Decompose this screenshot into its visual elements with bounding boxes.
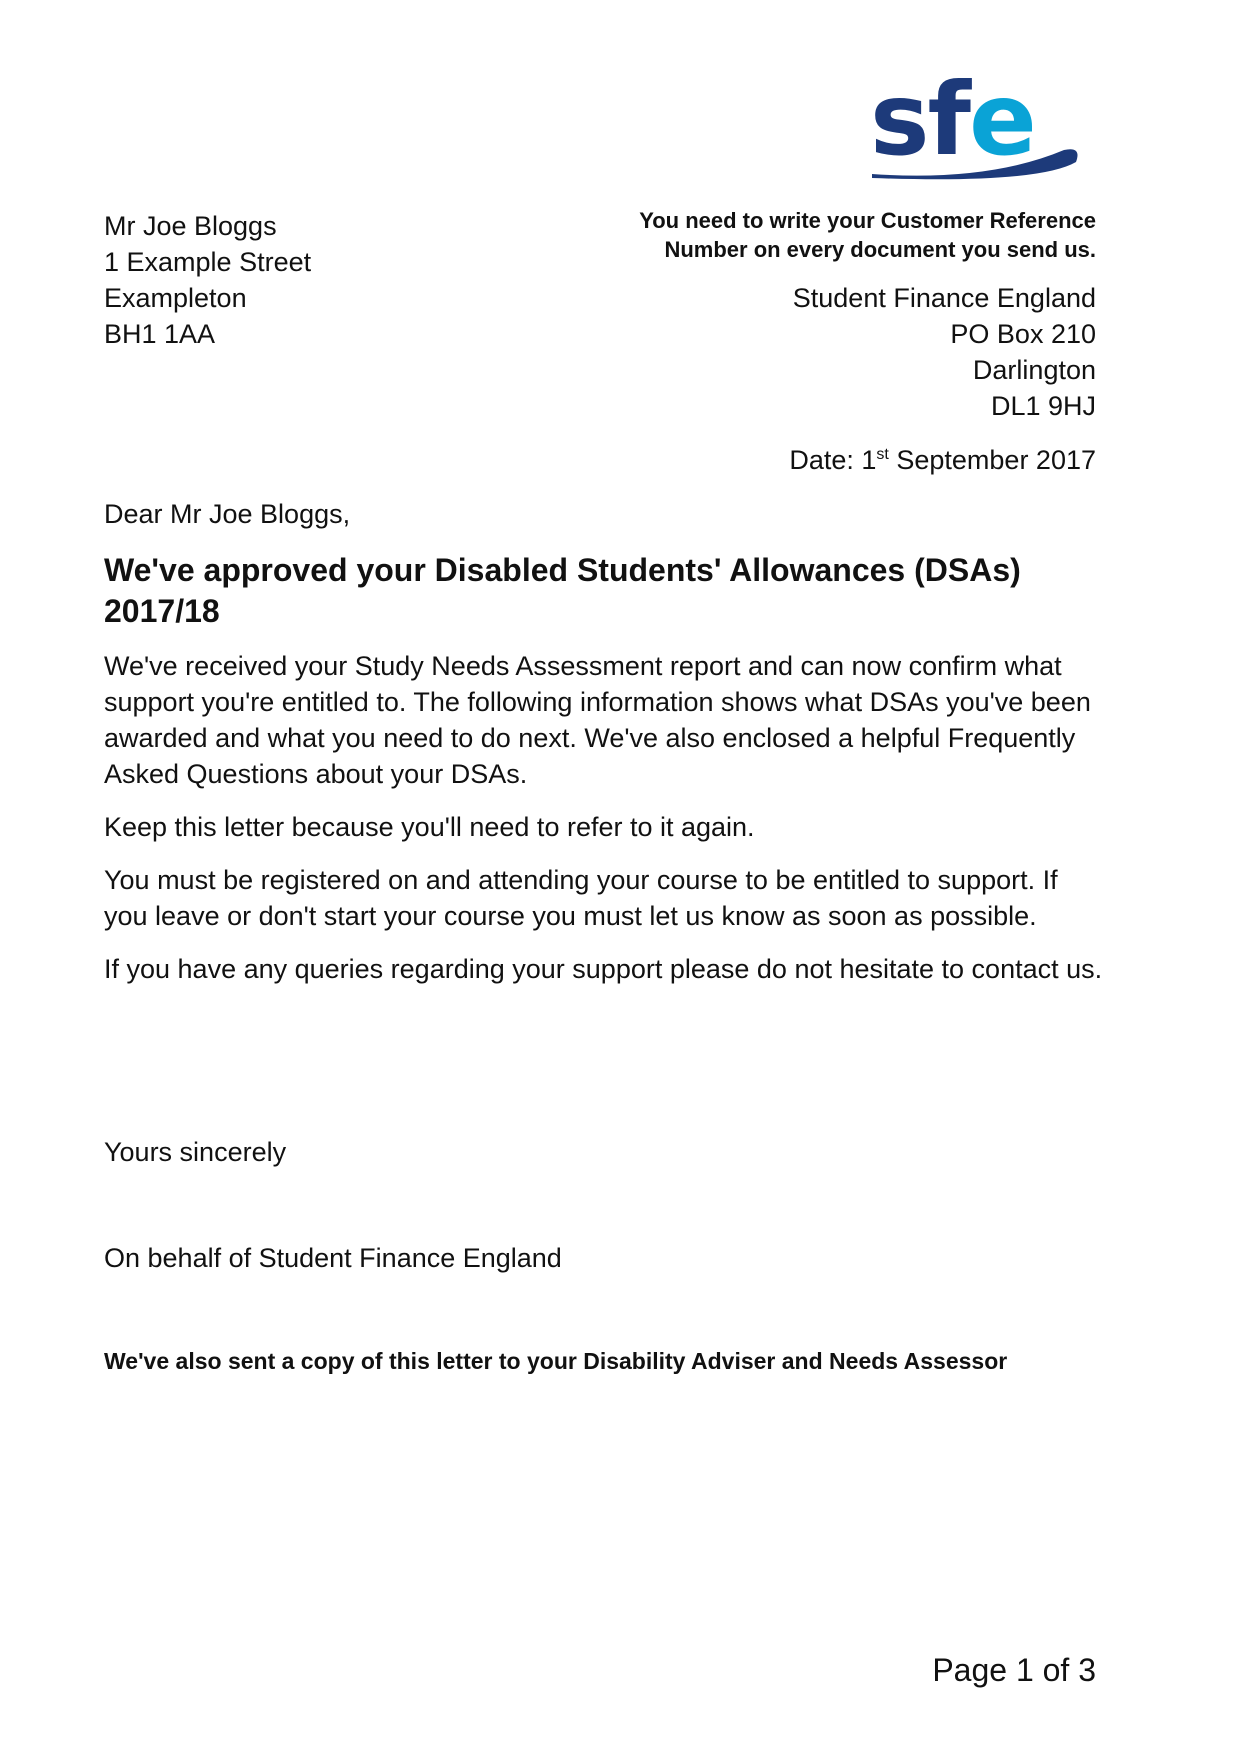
- logo-text-e: e: [969, 62, 1035, 178]
- sfe-logo: [868, 62, 1098, 192]
- signature-behalf: On behalf of Student Finance England: [104, 1243, 562, 1273]
- page-number: Page 1 of 3: [932, 1652, 1096, 1688]
- body-paragraph: Keep this letter because you'll need to refer to it again.: [104, 812, 755, 842]
- sender-postcode: DL1 9HJ: [990, 391, 1096, 421]
- letter-heading: We've approved your Disabled Students' Allowances (DSAs) 2017/18: [104, 552, 1021, 629]
- date-suffix: st: [876, 446, 889, 463]
- date-label: Date: 1: [789, 445, 877, 475]
- sender-address: [793, 280, 1096, 424]
- reference-note: [639, 206, 1096, 264]
- reference-note-line1: You need to write your Customer Reference: [639, 208, 1096, 233]
- date-rest: September 2017: [888, 445, 1096, 475]
- recipient-name: Mr Joe Bloggs: [104, 211, 277, 241]
- body-paragraph: We've received your Study Needs Assessment report and can now confirm what support you're entitled to. The following information shows what DSAs you've been awarded and what you need to do next. We've also enclosed a helpful Frequently Asked Questions about your DSAs.: [104, 651, 1091, 789]
- letter-date: [789, 442, 1096, 478]
- recipient-address: [104, 208, 311, 352]
- recipient-street: 1 Example Street: [104, 247, 312, 277]
- closing: Yours sincerely: [104, 1137, 287, 1167]
- body-paragraph: If you have any queries regarding your support please do not hesitate to contact us.: [104, 954, 1103, 984]
- recipient-postcode: BH1 1AA: [104, 319, 216, 349]
- sender-po-box: PO Box 210: [950, 319, 1096, 349]
- sender-town: Darlington: [972, 355, 1096, 385]
- sender-name: Student Finance England: [792, 283, 1096, 313]
- salutation: Dear Mr Joe Bloggs,: [104, 499, 351, 529]
- body-paragraph: You must be registered on and attending your course to be entitled to support. If you leave or don't start your course you must let us know as soon as possible.: [104, 865, 1058, 931]
- svg-text:sfe: [870, 62, 1035, 178]
- letter-body: [104, 648, 1104, 1004]
- reference-note-line2: Number on every document you send us.: [664, 237, 1096, 262]
- copy-note: We've also sent a copy of this letter to your Disability Adviser and Needs Assessor: [104, 1348, 1008, 1374]
- logo-text-sf: sf: [870, 62, 970, 178]
- recipient-town: Exampleton: [104, 283, 247, 313]
